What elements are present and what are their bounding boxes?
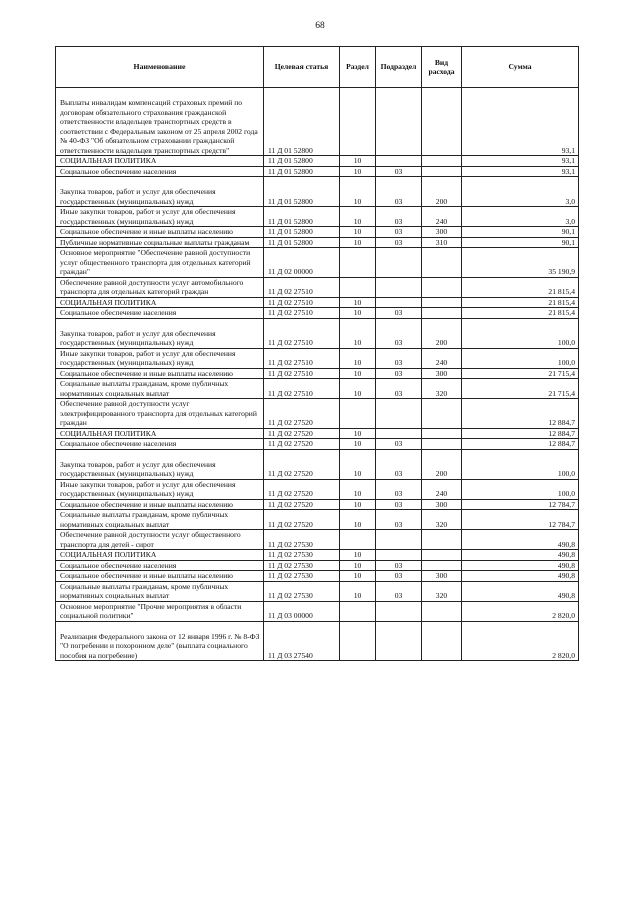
row-section: 10 xyxy=(340,156,376,167)
row-name: Обеспечение равной доступности услуг общественного транспорта для детей - сирот xyxy=(56,530,264,550)
row-sum: 3,0 xyxy=(462,207,579,227)
table-row xyxy=(56,510,579,530)
row-subsection: 03 xyxy=(376,177,422,207)
row-name: Обеспечение равной доступности услуг автомобильного транспорта для отдельных категорий граждан xyxy=(56,277,264,297)
table-row xyxy=(56,277,579,297)
row-kind: 200 xyxy=(422,177,462,207)
row-article: 11 Д 01 52800 xyxy=(264,177,340,207)
row-subsection xyxy=(376,601,422,621)
row-section: 10 xyxy=(340,177,376,207)
row-kind: 320 xyxy=(422,510,462,530)
row-sum: 100,0 xyxy=(462,479,579,499)
row-article: 11 Д 01 52800 xyxy=(264,237,340,248)
table-row xyxy=(56,560,579,571)
row-section: 10 xyxy=(340,510,376,530)
table-row xyxy=(56,439,579,450)
row-sum: 90,1 xyxy=(462,227,579,238)
row-article: 11 Д 02 27510 xyxy=(264,297,340,308)
row-sum: 35 190,9 xyxy=(462,248,579,278)
row-subsection: 03 xyxy=(376,237,422,248)
row-section: 10 xyxy=(340,581,376,601)
row-section: 10 xyxy=(340,166,376,177)
row-subsection xyxy=(376,277,422,297)
row-subsection: 03 xyxy=(376,581,422,601)
row-section: 10 xyxy=(340,550,376,561)
row-name: Иные закупки товаров, работ и услуг для обеспечения государственных (муниципальных) нужд xyxy=(56,479,264,499)
table-row xyxy=(56,428,579,439)
row-sum: 100,0 xyxy=(462,348,579,368)
row-kind: 300 xyxy=(422,368,462,379)
row-article: 11 Д 02 27520 xyxy=(264,499,340,510)
row-kind xyxy=(422,277,462,297)
row-name: Обеспечение равной доступности услуг электрифицированного транспорта для отдельных категорий граждан xyxy=(56,399,264,429)
row-kind: 300 xyxy=(422,571,462,582)
row-name: Закупка товаров, работ и услуг для обеспечения государственных (муниципальных) нужд xyxy=(56,449,264,479)
row-section: 10 xyxy=(340,439,376,450)
table-row xyxy=(56,248,579,278)
row-kind xyxy=(422,560,462,571)
row-subsection: 03 xyxy=(376,379,422,399)
row-kind xyxy=(422,166,462,177)
row-kind: 300 xyxy=(422,227,462,238)
row-name: Социальные выплаты гражданам, кроме публичных нормативных социальных выплат xyxy=(56,379,264,399)
table-row xyxy=(56,479,579,499)
row-name: Закупка товаров, работ и услуг для обеспечения государственных (муниципальных) нужд xyxy=(56,318,264,348)
row-kind xyxy=(422,297,462,308)
header-kind: Вид расхода xyxy=(422,47,462,88)
row-kind xyxy=(422,530,462,550)
row-subsection: 03 xyxy=(376,439,422,450)
row-kind xyxy=(422,601,462,621)
row-sum: 2 820,0 xyxy=(462,621,579,661)
row-name: СОЦИАЛЬНАЯ ПОЛИТИКА xyxy=(56,428,264,439)
row-name: Социальное обеспечение и иные выплаты населению xyxy=(56,227,264,238)
row-sum: 3,0 xyxy=(462,177,579,207)
row-name: Социальные выплаты гражданам, кроме публичных нормативных социальных выплат xyxy=(56,581,264,601)
row-kind: 200 xyxy=(422,449,462,479)
row-article: 11 Д 02 27520 xyxy=(264,399,340,429)
row-name: Иные закупки товаров, работ и услуг для обеспечения государственных (муниципальных) нужд xyxy=(56,207,264,227)
row-section: 10 xyxy=(340,479,376,499)
row-name: Основное мероприятие "Обеспечение равной доступности услуг общественного транспорта для отдельных категорий граждан" xyxy=(56,248,264,278)
row-sum: 100,0 xyxy=(462,449,579,479)
row-sum: 12 784,7 xyxy=(462,510,579,530)
row-subsection: 03 xyxy=(376,479,422,499)
row-article: 11 Д 02 27520 xyxy=(264,439,340,450)
row-name: Социальное обеспечение населения xyxy=(56,439,264,450)
row-section xyxy=(340,88,376,156)
row-subsection xyxy=(376,248,422,278)
table-row xyxy=(56,368,579,379)
row-subsection xyxy=(376,621,422,661)
row-name: Реализация Федерального закона от 12 января 1996 г. № 8-ФЗ "О погребении и похоронном деле" (выплата социального пособия на погребение) xyxy=(56,621,264,661)
row-article: 11 Д 02 00000 xyxy=(264,248,340,278)
row-section: 10 xyxy=(340,227,376,238)
row-kind xyxy=(422,248,462,278)
row-section: 10 xyxy=(340,499,376,510)
row-section: 10 xyxy=(340,379,376,399)
row-kind xyxy=(422,308,462,319)
table-row xyxy=(56,166,579,177)
table-row xyxy=(56,207,579,227)
budget-table xyxy=(55,46,579,661)
row-subsection xyxy=(376,297,422,308)
row-section: 10 xyxy=(340,297,376,308)
row-subsection xyxy=(376,88,422,156)
row-article: 11 Д 01 52800 xyxy=(264,166,340,177)
row-sum: 21 815,4 xyxy=(462,277,579,297)
table-row xyxy=(56,581,579,601)
row-kind xyxy=(422,550,462,561)
row-article: 11 Д 02 27510 xyxy=(264,308,340,319)
row-kind: 320 xyxy=(422,379,462,399)
row-sum: 93,1 xyxy=(462,88,579,156)
row-article: 11 Д 03 27540 xyxy=(264,621,340,661)
row-sum: 21 815,4 xyxy=(462,308,579,319)
row-article: 11 Д 02 27530 xyxy=(264,560,340,571)
row-subsection: 03 xyxy=(376,227,422,238)
row-article: 11 Д 02 27510 xyxy=(264,368,340,379)
row-kind: 240 xyxy=(422,479,462,499)
row-kind xyxy=(422,156,462,167)
row-sum: 2 820,0 xyxy=(462,601,579,621)
row-article: 11 Д 03 00000 xyxy=(264,601,340,621)
row-kind: 240 xyxy=(422,207,462,227)
row-subsection xyxy=(376,428,422,439)
table-row xyxy=(56,571,579,582)
row-article: 11 Д 02 27510 xyxy=(264,277,340,297)
row-section: 10 xyxy=(340,207,376,227)
row-subsection: 03 xyxy=(376,207,422,227)
table-row xyxy=(56,601,579,621)
row-kind xyxy=(422,88,462,156)
row-sum: 21 715,4 xyxy=(462,368,579,379)
row-sum: 12 884,7 xyxy=(462,439,579,450)
row-name: Социальное обеспечение и иные выплаты населению xyxy=(56,499,264,510)
row-subsection xyxy=(376,530,422,550)
row-name: Социальное обеспечение населения xyxy=(56,308,264,319)
row-kind xyxy=(422,439,462,450)
header-subsection: Подраздел xyxy=(376,47,422,88)
table-row xyxy=(56,177,579,207)
row-section xyxy=(340,399,376,429)
row-section xyxy=(340,277,376,297)
header-sum: Сумма xyxy=(462,47,579,88)
row-article: 11 Д 02 27510 xyxy=(264,318,340,348)
row-kind: 240 xyxy=(422,348,462,368)
row-article: 11 Д 01 52800 xyxy=(264,88,340,156)
row-kind: 310 xyxy=(422,237,462,248)
row-kind: 300 xyxy=(422,499,462,510)
row-name: Основное мероприятие "Прочие мероприятия в области социальной политики" xyxy=(56,601,264,621)
row-article: 11 Д 02 27520 xyxy=(264,479,340,499)
row-name: Социальные выплаты гражданам, кроме публичных нормативных социальных выплат xyxy=(56,510,264,530)
row-sum: 21 815,4 xyxy=(462,297,579,308)
row-name: Социальное обеспечение населения xyxy=(56,166,264,177)
header-section: Раздел xyxy=(340,47,376,88)
row-article: 11 Д 02 27520 xyxy=(264,510,340,530)
row-sum: 100,0 xyxy=(462,318,579,348)
table-body xyxy=(56,88,579,661)
row-kind xyxy=(422,399,462,429)
row-name: Социальное обеспечение и иные выплаты населению xyxy=(56,368,264,379)
row-section xyxy=(340,601,376,621)
row-kind xyxy=(422,428,462,439)
row-subsection: 03 xyxy=(376,368,422,379)
row-sum: 490,8 xyxy=(462,571,579,582)
row-kind: 320 xyxy=(422,581,462,601)
row-article: 11 Д 01 52800 xyxy=(264,227,340,238)
row-subsection xyxy=(376,156,422,167)
row-kind: 200 xyxy=(422,318,462,348)
table-row xyxy=(56,621,579,661)
table-row xyxy=(56,499,579,510)
row-name: Публичные нормативные социальные выплаты гражданам xyxy=(56,237,264,248)
row-sum: 21 715,4 xyxy=(462,379,579,399)
table-row xyxy=(56,237,579,248)
row-subsection: 03 xyxy=(376,318,422,348)
row-section xyxy=(340,530,376,550)
row-sum: 90,1 xyxy=(462,237,579,248)
row-section xyxy=(340,621,376,661)
table-row xyxy=(56,550,579,561)
row-subsection: 03 xyxy=(376,560,422,571)
row-subsection: 03 xyxy=(376,499,422,510)
row-section xyxy=(340,248,376,278)
row-section: 10 xyxy=(340,237,376,248)
table-row xyxy=(56,379,579,399)
row-sum: 93,1 xyxy=(462,166,579,177)
table-row xyxy=(56,530,579,550)
row-name: Социальное обеспечение и иные выплаты населению xyxy=(56,571,264,582)
row-sum: 12 884,7 xyxy=(462,399,579,429)
row-sum: 12 784,7 xyxy=(462,499,579,510)
row-subsection xyxy=(376,550,422,561)
table-row xyxy=(56,227,579,238)
row-name: Социальное обеспечение населения xyxy=(56,560,264,571)
row-sum: 490,8 xyxy=(462,530,579,550)
table-row xyxy=(56,449,579,479)
row-subsection: 03 xyxy=(376,449,422,479)
row-subsection: 03 xyxy=(376,166,422,177)
row-name: Выплаты инвалидам компенсаций страховых премий по договорам обязательного страхования гражданской ответственности владельцев транспортных средств в соответствии с Федеральным законом от 25 апреля 2002 года № 40-ФЗ "Об обязательном страховании гражданской ответственности владельцев транспортных средств" xyxy=(56,88,264,156)
row-name: СОЦИАЛЬНАЯ ПОЛИТИКА xyxy=(56,297,264,308)
row-article: 11 Д 02 27530 xyxy=(264,550,340,561)
row-sum: 12 884,7 xyxy=(462,428,579,439)
row-article: 11 Д 02 27510 xyxy=(264,379,340,399)
table-row xyxy=(56,297,579,308)
row-section: 10 xyxy=(340,571,376,582)
row-sum: 490,8 xyxy=(462,560,579,571)
row-section: 10 xyxy=(340,318,376,348)
row-sum: 93,1 xyxy=(462,156,579,167)
row-name: Закупка товаров, работ и услуг для обеспечения государственных (муниципальных) нужд xyxy=(56,177,264,207)
row-subsection: 03 xyxy=(376,348,422,368)
table-row xyxy=(56,88,579,156)
row-section: 10 xyxy=(340,348,376,368)
row-name: СОЦИАЛЬНАЯ ПОЛИТИКА xyxy=(56,156,264,167)
row-sum: 490,8 xyxy=(462,581,579,601)
row-article: 11 Д 02 27520 xyxy=(264,428,340,439)
table-row xyxy=(56,399,579,429)
row-subsection: 03 xyxy=(376,571,422,582)
row-subsection: 03 xyxy=(376,510,422,530)
page-number: 68 xyxy=(315,21,325,31)
row-section: 10 xyxy=(340,428,376,439)
table-row xyxy=(56,318,579,348)
header-row xyxy=(56,47,579,88)
header-name: Наименование xyxy=(56,47,264,88)
row-article: 11 Д 01 52800 xyxy=(264,156,340,167)
table-row xyxy=(56,308,579,319)
row-article: 11 Д 02 27530 xyxy=(264,581,340,601)
row-article: 11 Д 02 27510 xyxy=(264,348,340,368)
row-article: 11 Д 02 27530 xyxy=(264,571,340,582)
row-subsection xyxy=(376,399,422,429)
row-article: 11 Д 02 27530 xyxy=(264,530,340,550)
row-sum: 490,8 xyxy=(462,550,579,561)
row-name: Иные закупки товаров, работ и услуг для обеспечения государственных (муниципальных) нужд xyxy=(56,348,264,368)
table-row xyxy=(56,156,579,167)
table-row xyxy=(56,348,579,368)
row-kind xyxy=(422,621,462,661)
row-name: СОЦИАЛЬНАЯ ПОЛИТИКА xyxy=(56,550,264,561)
row-section: 10 xyxy=(340,449,376,479)
row-article: 11 Д 01 52800 xyxy=(264,207,340,227)
row-section: 10 xyxy=(340,560,376,571)
header-article: Целевая статья xyxy=(264,47,340,88)
row-article: 11 Д 02 27520 xyxy=(264,449,340,479)
row-section: 10 xyxy=(340,368,376,379)
row-section: 10 xyxy=(340,308,376,319)
row-subsection: 03 xyxy=(376,308,422,319)
